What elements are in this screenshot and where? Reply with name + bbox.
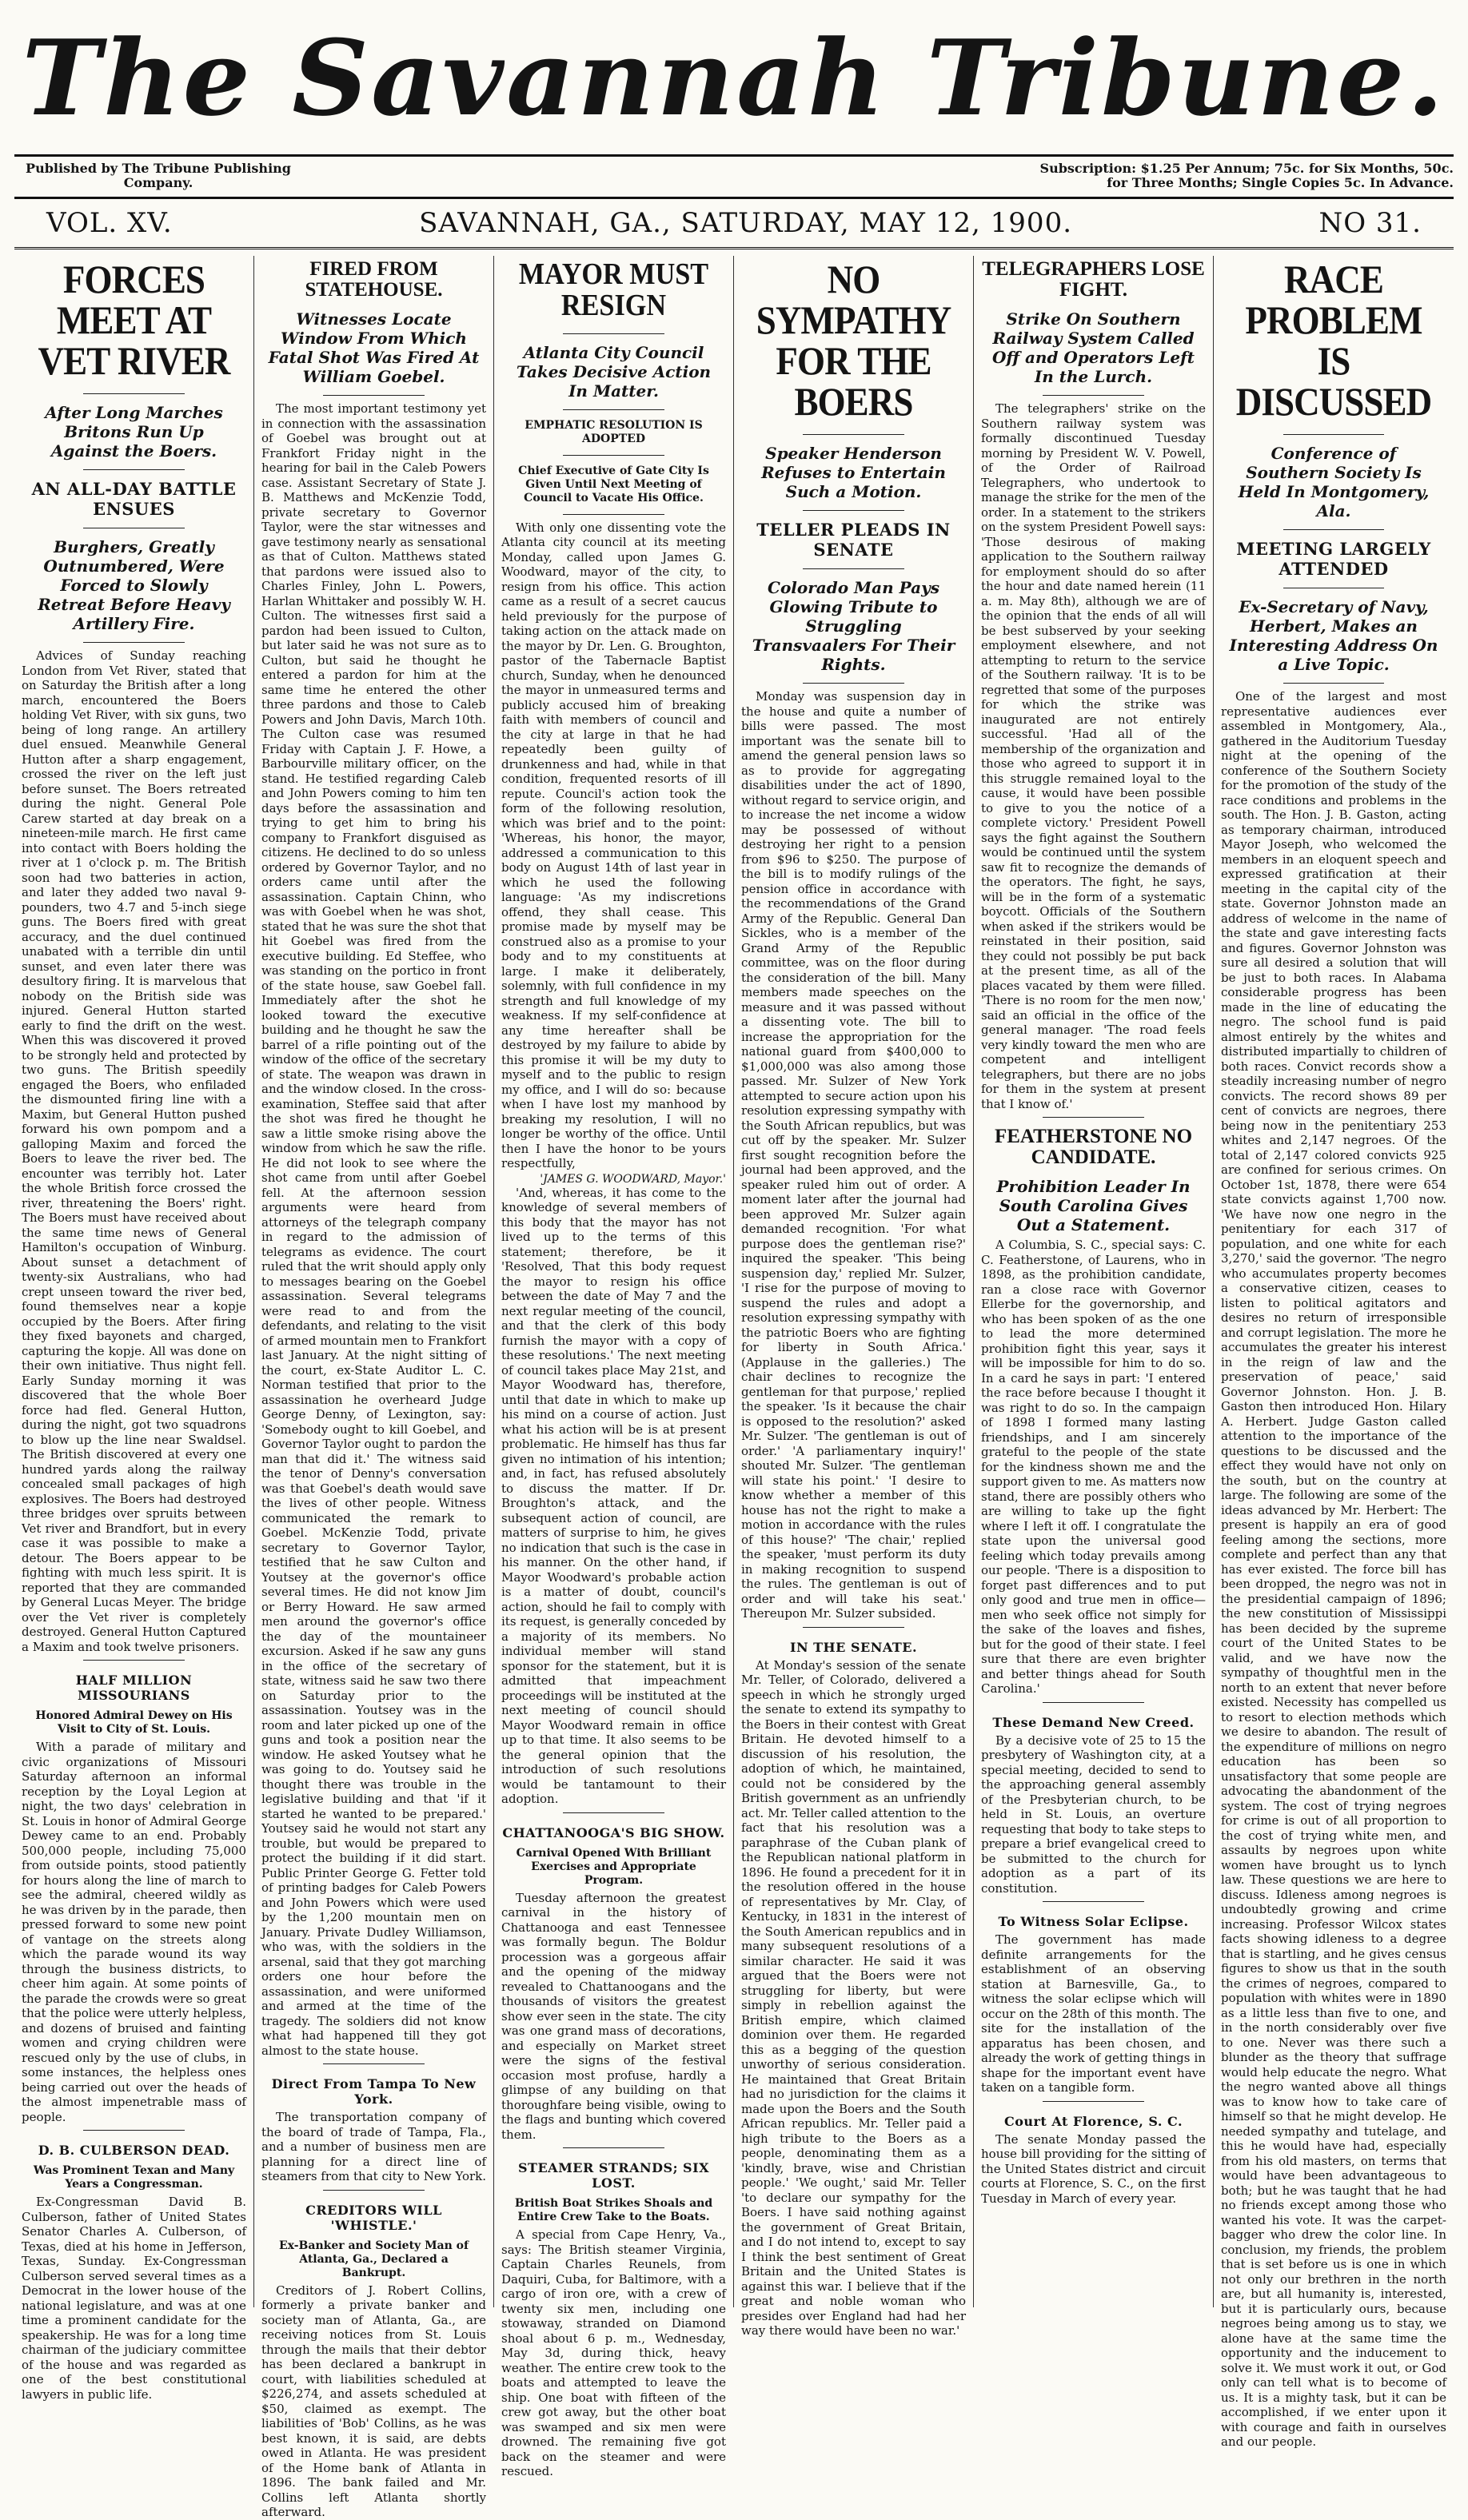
deck: After Long Marches Britons Run Up Against the Boers.	[45, 403, 223, 461]
subheadline: CHATTANOOGA'S BIG SHOW.	[502, 1824, 725, 1840]
place-date: SAVANNAH, GA., SATURDAY, MAY 12, 1900.	[419, 207, 1073, 239]
issue-number: NO 31.	[1318, 207, 1422, 239]
headline: TELEGRAPHERS LOSE FIGHT.	[982, 258, 1205, 301]
headline: MAYOR MUST RESIGN	[518, 257, 709, 322]
subheadline: D. B. CULBERSON DEAD.	[38, 2143, 230, 2158]
subheadline: IN THE SENATE.	[789, 1639, 918, 1655]
deck: Strike On Southern Railway System Called Off and Operators Left In the Lurch.	[992, 309, 1195, 386]
article-body: A Columbia, S. C., special says: C. C. Featherstone, of Laurens, who in 1898, as the prohibition candidate, ran a close race with Governor Ellerbe for the governorship, and who has been spoken of as the one to lead the more determined prohibition fight this year, says it will be impossible for him to do so. In a card he says in part: 'I entered the race before because I thought it was right to do so. In the campaign of 1898 I formed many lasting friendships, and I am sincerely grateful to the people of the state for the kindness shown me and the support given to me. As matters now stand, there are possibly others who are willing to take up the fight where I left it off. I congratulate the state upon the universal good feeling which today prevails among our people. 'There is a disposition to forget past differences and to put only good and true men in office—men who seek office not simply for the sake of the loaves and fishes, but for the good of their state. I feel sure that there are even brighter and better things ahead for South Carolina.'	[981, 1238, 1206, 1696]
deck: Conference of Southern Society Is Held In Montgomery, Ala.	[1238, 444, 1430, 520]
subdeck: British Boat Strikes Shoals and Entire Crew Take to the Boats.	[514, 2197, 713, 2223]
deck: EMPHATIC RESOLUTION IS ADOPTED	[525, 418, 703, 445]
article-body: The most important testimony yet in connection with the assassination of Goebel was brought out at Frankfort Friday night in the hearing for bail in the Caleb Powers case. Assistant Secretary of State J. B. Matthews and McKenzie Todd, private secretary to Governor Taylor, were the star witnesses and gave testimony nearly as sensational as that of Culton. Matthews stated that pardons were issued also to Charles Finley, John L. Powers, Harlan Whittaker and possibly W. H. Culton. The witnesses first said a pardon had been issued to Culton, but later said he was not sure as to Culton, but said he thought he entered a pardon for him at the same time he entered the other three pardons and those to Caleb Powers and John Davis, March 10th. The Culton case was resumed Friday with Captain J. F. Howe, a Barbourville military officer, on the stand. He testified regarding Caleb and John Powers coming to him ten days before the assassination and trying to get him to bring his company to Frankfort disguised as citizens. He declined to do so unless ordered by Governor Taylor, and no orders came until after the assassination. Captain Chinn, who was with Goebel when he was shot, stated that he was sure the shot that hit Goebel was fired from the executive building. Ed Steffee, who was standing on the portico in front of the state house, saw Goebel fall. Immediately after the shot he looked toward the executive building and he thought he saw the barrel of a rifle pointing out of the window of the office of the secretary of state. The weapon was drawn in and the window closed. In the cross-examination, Steffee said that after the shot was fired he thought he saw a little smoke rising above the window from which he saw the rifle. He did not look to see where the shot came from until after Goebel fell. At the afternoon session arguments were heard from attorneys of the telegraph company in regard to the admission of telegrams as evidence. The court ruled that the writ should apply only to messages bearing on the Goebel assassination. Several telegrams were read to and from the defendants, and relating to the visit of armed mountain men to Frankfort last January. At the night sitting of the court, ex-State Auditor L. C. Norman testified that prior to the assassination he overheard Judge George Denny, of Lexington, say: 'Somebody ought to kill Goebel, and Governor Taylor ought to pardon the man that did it.' The witness said the tenor of Denny's conversation was that Goebel's death would save the lives of other people. Witness communicated the remark to Goebel. McKenzie Todd, private secretary to Governor Taylor, testified that he saw Culton and Youtsey at the governor's office several times. He did not know Jim or Berry Howard. He saw armed men around the governor's office the day of the mountaineer excursion. Asked if he saw any guns in the office of the secretary of state, witness said he saw two there on Saturday prior to the assassination. Youtsey was in the room and later picked up one of the guns and took a position near the window. He asked Youtsey what he was going to do. Youtsey said he thought there was trouble in the legislative building and that 'if it started he wanted to be prepared.' Youtsey said he would not start any trouble, but would be prepared to protect the building if it did start. Public Printer George G. Fetter told of printing badges for Caleb Powers and John Powers which were used by the 1,200 mountain men on January. Private Dudley Williamson, who was, with the soldiers in the arsenal, said that they got marching orders one hour before the assassination, and were uniformed and armed at the time of the tragedy. The soldiers did not know what had happened till they got almost to the state house.	[261, 401, 486, 2058]
column-2	[254, 256, 494, 2519]
subheadline: Court At Florence, S. C.	[1003, 2113, 1183, 2129]
column-4	[734, 256, 974, 2338]
subheadline: To Witness Solar Eclipse.	[998, 1914, 1189, 1929]
column-3	[494, 256, 734, 2478]
deck: Witnesses Locate Window From Which Fatal Shot Was Fired At William Goebel.	[268, 309, 480, 386]
subheadline: CREDITORS WILL 'WHISTLE.'	[305, 2202, 442, 2233]
article-body: 'And, whereas, it has come to the knowledge of several members of this body that the mayor has not lived up to the terms of this statement; therefore, be it 'Resolved, That this body request the mayor to resign his office between the date of May 7 and the next regular meeting of the council, and that the clerk of this body furnish the mayor with a copy of these resolutions.' The next meeting of council takes place May 21st, and Mayor Woodward has, therefore, until that date in which to make up his mind on a course of action. Just what his action will be is at present problematic. He himself has thus far given no intimation of his intention; and, in fact, has refused absolutely to discuss the matter. If Dr. Broughton's attack, and the subsequent action of council, are matters of surprise to him, he gives no indication that such is the case in his manner. On the other hand, if Mayor Woodward's probable action is a matter of doubt, council's action, should he fail to comply with its request, is generally conceded by a majority of its members. No individual member will stand sponsor for the statement, but it is admitted that impeachment proceedings will be instituted at the next meeting of council should Mayor Woodward remain in office up to that time. It also seems to be the general opinion that the introduction of such resolutions would be tantamount to their adoption.	[501, 1185, 726, 1806]
article-body: A special from Cape Henry, Va., says: The British steamer Virginia, Captain Charles Reunels, from Daquiri, Cuba, for Baltimore, with a cargo of iron ore, with a crew of twenty six men, including one stowaway, stranded on Diamond shoal about 6 p. m., Wednesday, May 3d, during thick, heavy weather. The entire crew took to the boats and attempted to leave the ship. One boat with fifteen of the crew got away, but the other boat was swamped and six men were drowned. The remaining five got back on the steamer and were rescued.	[501, 2227, 726, 2478]
deck: Burghers, Greatly Outnumbered, Were Forced to Slowly Retreat Before Heavy Artillery Fire.	[38, 537, 230, 633]
article-body: Tuesday afternoon the greatest carnival in the history of Chattanooga and east Tennessee was formally begun. The Boldur procession was a gorgeous affair and the opening of the midway revealed to Chattanoogans and the thousands of visitors the greatest show ever seen in the state. The city was one grand mass of decorations, and especially on Market street were the signs of the festival occasion most profuse, hardly a glimpse of any building on that thoroughfare being visible, owing to the flags and bunting which covered them.	[501, 1890, 726, 2142]
dateline	[14, 197, 1454, 249]
headline: FIRED FROM STATEHOUSE.	[305, 258, 443, 301]
publisher-notice: Published by The Tribune Publishing Company.	[26, 161, 291, 190]
subdeck: Honored Admiral Dewey on His Visit to City of St. Louis.	[35, 1709, 233, 1736]
article-body: Creditors of J. Robert Collins, formerly a private banker and society man of Atlanta, Ga., are receiving notices from St. Louis through the mails that their debtor has been declared a bankrupt in court, with liabilities scheduled at $226,274, and assets scheduled at $50, claimed as exempt. The liabilities of 'Bob' Collins, as he was best known, it is said, are debts owed in Atlanta. He was president of the Home bank of Atlanta in 1896. The bank failed and Mr. Collins left Atlanta shortly afterward.	[261, 2283, 486, 2519]
deck: MEETING LARGELY ATTENDED	[1236, 539, 1431, 579]
article-columns	[14, 256, 1454, 2519]
headline: NO SYMPATHY FOR THE BOERS	[756, 257, 951, 424]
subscription-notice: Subscription: $1.25 Per Annum; 75c. for Six Months, 50c. for Three Months; Single Copies 5c. In Advance.	[1039, 161, 1454, 190]
subheadline: These Demand New Creed.	[992, 1714, 1195, 1730]
newspaper-title: The Savannah Tribune.	[22, 17, 1446, 139]
publisher-bar	[14, 157, 1454, 197]
article-body: With a parade of military and civic organizations of Missouri Saturday afternoon an informal reception by the Loyal Legion at night, the two days' celebration in St. Louis in honor of Admiral George Dewey came to an end. Probably 500,000 people, including 75,000 from outside points, stood patiently for hours along the line of march to see the admiral, cheered wildly as he was driven by in the parade, then pressed forward to some new point of vantage on the streets along which the parade wound its way through the business districts, to cheer him again. At some points of the parade the crowds were so great that the police were utterly helpless, and dozens of bruised and fainting women and crying children were rescued only by the use of clubs, in some instances, the helpless ones being carried out over the heads of the almost impenetrable mass of people.	[22, 1740, 246, 2124]
article-body: With only one dissenting vote the Atlanta city council at its meeting Monday, called upon James G. Woodward, mayor of the city, to resign from his office. This action came as a result of a secret caucus held previously for the purpose of taking action on the attack made on the mayor by Dr. Len. G. Broughton, pastor of the Tabernacle Baptist church, Sunday, when he denounced the mayor in unmeasured terms and publicly accused him of breaking faith with members of council and the city at large in that he had repeatedly been guilty of drunkenness and had, while in that condition, frequented resorts of ill repute. Council's action took the form of the following resolution, which was brief and to the point: 'Whereas, his honor, the mayor, addressed a communication to this body on August 14th of last year in which he used the following language: 'As my indiscretions offend, they shall cease. This promise made by myself may be construed also as a promise to your body and to my constituents at large. I make it deliberately, solemnly, with full confidence in my strength and full knowledge of my weakness. If my self-confidence at any time hereafter shall be destroyed by my failure to abide by this promise it will be my duty to myself and to the public to resign my office, and I will do so: because when I have lost my manhood by breaking my resolution, I will no longer be worthy of the office. Until then I have the honor to be yours respectfully,	[501, 520, 726, 1170]
deck: AN ALL-DAY BATTLE ENSUES	[31, 479, 237, 519]
article-body: By a decisive vote of 25 to 15 the presbytery of Washington city, at a special meeting, decided to send to the approaching general assembly of the Presbyterian church, to be held in St. Louis, an overture requesting that body to take steps to prepare a brief evangelical creed to be submitted to the church for adoption as a part of its constitution.	[981, 1732, 1206, 1896]
article-body: The telegraphers' strike on the Southern railway system was formally discontinued Tuesday morning by President W. V. Powell, of the Order of Railroad Telegraphers, who undertook to manage the strike for the men of the order. In a statement to the strikers on the system President Powell says: 'Those desirous of making application to the Southern railway for employment should do so after the hour and date named herein (11 a. m. May 8th), although we are of the opinion that the ends of all will be best subserved by your seeking employment elsewhere, and not attempting to return to the service of the Southern railway. 'It is to be regretted that some of the purposes for which the strike was inaugurated are not entirely successful. 'Had all of the membership of the organization and those who agreed to support it in this struggle remained loyal to the cause, it would have been possible to give to you the notice of a complete victory.' President Powell says the fight against the Southern would be continued until the system saw fit to recognize the demands of the operators. The fight, he says, will be in the form of a systematic boycott. Officials of the Southern when asked if the strikers would be reinstated in their position, said they could not possibly be put back at the present time, as all of the places vacated by them were filled. 'There is no room for the men now,' said an official in the office of the general manager. 'The road feels very kindly toward the men who are competent and intelligent telegraphers, but there are no jobs for them in the system at present that I know of.'	[981, 401, 1206, 1111]
article-body: Ex-Congressman David B. Culberson, father of United States Senator Charles A. Culberson, of Texas, died at his home in Jefferson, Texas, Sunday. Ex-Congressman Culberson served several times as a Democrat in the lower house of the national legislature, and was at one time a prominent candidate for the speakership. He was for a long time chairman of the judiciary committee of the house and was regarded as one of the best constitutional lawyers in public life.	[22, 2195, 246, 2402]
article-body: The government has made definite arrangements for the establishment of an observing station at Barnesville, Ga., to witness the solar eclipse which will occur on the 28th of this month. The site for the installation of the apparatus has been chosen, and already the work of getting things in shape for the important event have taken on a tangible form.	[981, 1932, 1206, 2095]
subdeck: Ex-Banker and Society Man of Atlanta, Ga., Declared a Bankrupt.	[278, 2239, 469, 2279]
deck: TELLER PLEADS IN SENATE	[756, 520, 951, 560]
subheadline: Direct From Tampa To New York.	[271, 2076, 477, 2107]
headline: RACE PROBLEM IS DISCUSSED	[1235, 257, 1432, 424]
subdeck: Carnival Opened With Brilliant Exercises and Appropriate Program.	[516, 1846, 712, 1887]
column-5	[974, 256, 1214, 2307]
signature: 'JAMES G. WOODWARD, Mayor.'	[540, 1172, 726, 1186]
deck: Chief Executive of Gate City Is Given Until Next Meeting of Council to Vacate His Office.	[518, 464, 709, 504]
article-body: The transportation company of the board of trade of Tampa, Fla., and a number of business men are planning for a direct line of steamers from that city to New York.	[261, 2110, 487, 2183]
deck: Ex-Secretary of Navy, Herbert, Makes an Interesting Address On a Live Topic.	[1229, 597, 1438, 674]
subheadline: FEATHERSTONE NO CANDIDATE.	[994, 1126, 1193, 1168]
subdeck: Prohibition Leader In South Carolina Gives Out a Statement.	[996, 1177, 1191, 1234]
column-6	[1214, 256, 1454, 2449]
masthead	[14, 0, 1454, 157]
deck: Speaker Henderson Refuses to Entertain Such a Motion.	[761, 444, 946, 501]
article-body: The senate Monday passed the house bill providing for the sitting of the United States district and circuit courts at Florence, S. C., on the first Tuesday in March of every year.	[981, 2131, 1206, 2206]
deck: Atlanta City Council Takes Decisive Action In Matter.	[516, 342, 712, 401]
subheadline: HALF MILLION MISSOURIANS	[75, 1673, 193, 1703]
headline: FORCES MEET AT VET RIVER	[38, 257, 230, 383]
article-body: One of the largest and most representative audiences ever assembled in Montgomery, Ala., gathered in the Auditorium Tuesday night at the opening of the conference of the Southern Society for the promotion of the study of the race conditions and problems in the south. The Hon. J. B. Gaston, acting as temporary chairman, introduced Mayor Joseph, who welcomed the members in an eloquent speech and expressed gratification at their meeting in the capital city of the state. Governor Johnston made an address of welcome in the name of the state and gave interesting facts and figures. Governor Johnston was sure all desired a solution that will be just to both races. In Alabama considerable progress has been made in the line of educating the negro. The school fund is paid almost entirely by the whites and distributed impartially to children of both races. Convict records show a steadily increasing number of negro convicts. The record shows 89 per cent of convicts are negroes, there being now in the penitentiary 253 whites and 2,147 negroes. Of the total of 2,147 colored convicts 925 are confined for serious crimes. On October 1st, 1878, there were 654 state convicts against 1,700 now. 'We have now one negro in the penitentiary for each 317 of population, and one white for each 3,270,' said the governor. 'The negro who accumulates property becomes a conservative citizen, ceases to listen to political agitators and desires no return of irresponsible and corrupt legislation. The more he accumulates the greater his interest in the reign of law and the preservation of peace,' said Governor Johnston. Hon. J. B. Gaston then introduced Hon. Hilary A. Herbert. Judge Gaston called attention to the importance of the questions to be discussed and the effect they would have not only on the south, but on the country at large. The following are some of the ideas advanced by Mr. Herbert: The present is happily an era of good feeling among the sections, more complete and perfect than any that has ever existed. The force bill has been dropped, the negro was not in the presidential campaign of 1896; the new constitution of Mississippi has been decided by the supreme court of the United States to be valid, and we have now the sympathy of thoughtful men in the north to an extent that never before existed. Necessity has compelled us to resort to election methods which we desire to abandon. The result of the expenditure of millions on negro education has been so unsatisfactory that some people are advocating the abandonment of the system. The cost of trying negroes for crime is out of all proportion to the cost of trying white men, and assaults by negroes upon white women have brought us to lynch law. These questions we are here to discuss. Idleness among negroes is undoubtedly growing and crime increasing. Professor Wilcox states facts showing idleness to a degree that is startling, and he gives census figures to show us that in the south the crimes of negroes, compared to population with whites were in 1890 as a little less than five to one, and in the north considerably over five to one. Never was there such a blunder as the theory that suffrage would help educate the negro. What the negro wanted above all things was to know how to take care of himself so that he might develop. He needed sympathy and tutelage, and this he would have had, especially from his old masters, on terms that would have been advantageous to both; but he was taught that he had no friends except among those who wanted his vote. It was the carpet-bagger who drew the color line. In conclusion, my friends, the problem that is set before us is one in which not only our brethren in the north are, but all humanity is, interested, but it is particularly ours, because negroes being among us to stay, we alone have at the same time the opportunity and the inducement to solve it. We must work it out, or God only can tell what is to become of us. It is a mighty task, but it can be accomplished, if we enter upon it with courage and faith in ourselves and our people.	[1221, 689, 1446, 2449]
deck: Colorado Man Pays Glowing Tribute to Struggling Transvaalers For Their Rights.	[752, 578, 955, 674]
subdeck: Was Prominent Texan and Many Years a Congressman.	[33, 2164, 235, 2191]
article-body: At Monday's session of the senate Mr. Teller, of Colorado, delivered a speech in which he strongly urged the senate to extend its sympathy to the Boers in their contest with Great Britain. He devoted himself to a discussion of his resolution, the adoption of which, he maintained, could not be considered by the British government as an unfriendly act. Mr. Teller called attention to the fact that his resolution was a paraphrase of the Cuban plank of the Republican national platform in 1896. He found a precedent for it in the resolution offered in the house of representatives by Mr. Clay, of Kentucky, in 1831 in the interest of the South American republics and in many subsequent resolutions of a similar character. He said it was argued that the Boers were not struggling for liberty, but were simply in rebellion against the British empire, which claimed dominion over them. He regarded this as a begging of the question unworthy of serious consideration. He maintained that Great Britain had no jurisdiction for the claims it made upon the Boers and the South African republics. Mr. Teller paid a high tribute to the Boers as a people, denominating them as a 'kindly, brave, wise and Christian people.' 'We ought,' said Mr. Teller 'to declare our sympathy for the Boers. I have said nothing against the government of Great Britain, and I do not intend to, except to say I think the best sentiment of Great Britain and the United States is against this war. I believe that if the great and noble woman who presides over England had had her way there would have been no war.'	[741, 1657, 966, 2338]
volume-number: VOL. XV.	[46, 207, 173, 239]
article-body: Advices of Sunday reaching London from Vet River, stated that on Saturday the British after a long march, encountered the Boers holding Vet River, with six guns, two being of long range. An artillery duel ensued. Meanwhile General Hutton after a sharp engagement, crossed the river on the left just before sunset. The Boers retreated during the night. General Pole Carew started at day break on a nineteen-mile march. He first came into contact with Boers holding the river at 1 o'clock p. m. The British soon had two batteries in action, and later they added two naval 9-pounders, two 4.7 and 5-inch siege guns. The Boers fired with great accuracy, and the duel continued unabated with a terrible din until sunset, and even later there was desultory firing. It is marvelous that nobody on the British side was injured. General Hutton started early to find the drift on the west. When this was discovered it proved to be strongly held and protected by two guns. The British speedily engaged the Boers, who enfiladed the dismounted firing line with a Maxim, but General Hutton pushed forward his own pompom and a galloping Maxim and forced the Boers to leave the river bed. The encounter was terribly hot. Later the whole British force crossed the river, threatening the Boers' right. The Boers must have received about the same time news of General Hamilton's occupation of Winburg. About sunset a detachment of twenty-six Australians, who had crept unseen toward the river bed, found themselves near a kopje occupied by the Boers. After firing they fixed bayonets and charged, capturing the kopje. All was done on their own initiative. Thus night fell. Early Sunday morning it was discovered that the whole Boer force had fled. General Hutton, during the night, got two squadrons to blow up the line near Swaldsel. The British discovered at every one hundred yards along the railway concealed small packages of high explosives. The Boers had destroyed three bridges over spruits between Vet river and Brandfort, but in every case it was possible to make a detour. The Boers appear to be fighting with much less spirit. It is reported that they are commanded by General Lucas Meyer. The bridge over the Vet river is completely destroyed. General Hutton Captured a Maxim and took twelve prisoners.	[22, 648, 246, 1654]
subheadline: STEAMER STRANDS; SIX LOST.	[518, 2160, 709, 2191]
article-body: Monday was suspension day in the house and quite a number of bills were passed. The most important was the senate bill to amend the general pension laws so as to provide for aggregating disabilities under the act of 1890, without regard to service origin, and to increase the net income a widow may be possessed of without destroying her right to a pension from $96 to $250. The purpose of the bill is to modify rulings of the pension office in accordance with the recommendations of the Grand Army of the Republic. General Dan Sickles, who is a member of the Grand Army of the Republic committee, was on the floor during the consideration of the bill. Many members made speeches on the measure and it was passed without a dissenting vote. The bill to increase the appropriation for the national guard from $400,000 to $1,000,000 was also among those passed. Mr. Sulzer of New York attempted to secure action upon his resolution expressing sympathy with the South African republics, but was cut off by the speaker. Mr. Sulzer first sought recognition before the journal had been approved, and the speaker ruled him out of order. A moment later after the journal had been approved Mr. Sulzer again demanded recognition. 'For what purpose does the gentleman rise?' inquired the speaker. 'This being suspension day,' replied Mr. Sulzer, 'I rise for the purpose of moving to suspend the rules and adopt a resolution expressing sympathy with the patriotic Boers who are fighting for liberty in South Africa.' (Applause in the galleries.) The chair declines to recognize the gentleman for that purpose,' replied the speaker. 'Is it because the chair is opposed to the resolution?' asked Mr. Sulzer. 'The gentleman is out of order.' 'A parliamentary inquiry!' shouted Mr. Sulzer. 'The gentleman will state his point.' 'I desire to know whether a member of this house has not the right to make a motion in accordance with the rules of this house?' 'The chair,' replied the speaker, 'must perform its duty in making recognition to suspend the rules. The gentleman is out of order and will take his seat.' Thereupon Mr. Sulzer subsided.	[741, 689, 966, 1621]
column-1	[14, 256, 254, 2402]
